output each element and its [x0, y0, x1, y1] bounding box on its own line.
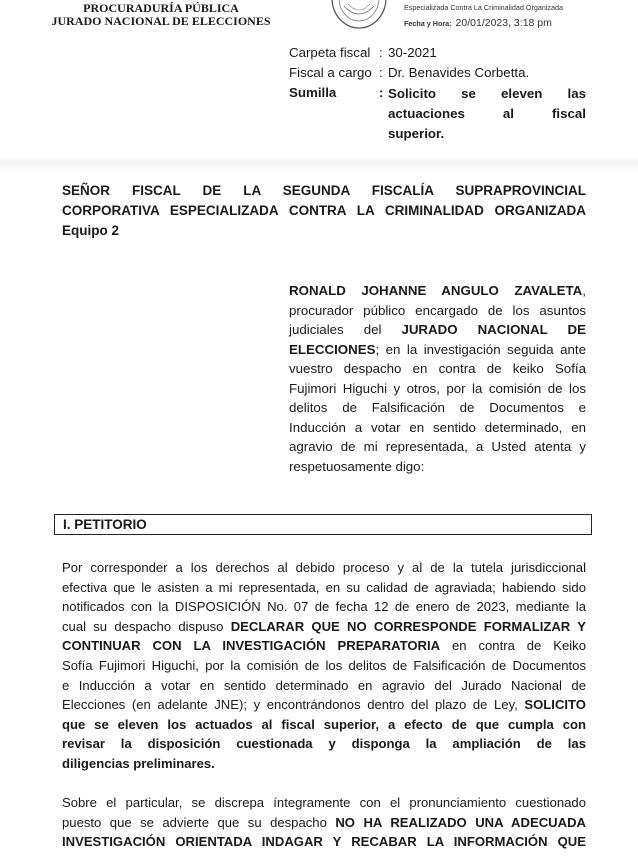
sumilla-line: actuaciones al fiscal: [388, 106, 586, 121]
section-title: I. PETITORIO: [63, 517, 147, 532]
intro-paragraph: [289, 281, 586, 476]
page-divider: [0, 156, 638, 170]
discrepancy-paragraph: [62, 793, 586, 852]
addressee-line: CORPORATIVA ESPECIALIZADA CONTRA LA CRIMINALIDAD ORGANIZADA: [62, 203, 586, 218]
stamp-date-label: Fecha y Hora:: [404, 19, 452, 28]
colon: :: [379, 65, 383, 80]
addressee-line: Equipo 2: [62, 223, 119, 238]
paragraph-bold: que se eleven los actuados al fiscal superior, a efecto de que cumpla con: [62, 716, 586, 732]
paragraph-line: Por corresponder a los derechos al debido proceso y al de la tutela jurisdiccional: [62, 560, 586, 575]
carpeta-label: Carpeta fiscal: [289, 45, 371, 60]
sumilla-label: Sumilla: [289, 85, 337, 100]
paragraph-bold: INVESTIGACIÓN ORIENTADA INDAGAR Y RECABAR LA INFORMACIÓN QUE: [62, 834, 586, 850]
intro-bold: JURADO NACIONAL DE: [401, 322, 586, 337]
petitorio-paragraph: [62, 558, 586, 774]
paragraph-text: puesto que se advierte que su despacho: [62, 814, 327, 830]
intro-line: [289, 340, 586, 360]
sumilla-line: superior.: [388, 126, 445, 141]
addressee-line: SEÑOR FISCAL DE LA SEGUNDA FISCALÍA SUPRAPROVINCIAL: [62, 183, 586, 198]
org-line-2: JURADO NACIONAL DE ELECCIONES: [51, 14, 271, 28]
colon: :: [379, 45, 383, 60]
intro-line: vuestro despacho en contra de keiko Sofía: [289, 361, 586, 376]
stamp-date-value: 20/01/2023, 3:18 pm: [455, 17, 552, 29]
paragraph-line: Sofía Fujimori Higuchi, por la comisión de los delitos de Falsificación de Documentos: [62, 657, 586, 673]
paragraph-line: [62, 832, 586, 852]
paragraph-line: Sobre el particular, se discrepa íntegramente con el pronunciamiento cuestionado: [62, 795, 586, 810]
paragraph-line: efectiva que le asisten a mi representada, en su calidad de agraviada; habiendo sido: [62, 579, 586, 595]
sumilla-line: Solicito se eleven las: [388, 86, 586, 101]
section-heading-box: [54, 514, 592, 535]
paragraph-text: Elecciones (en adelante JNE); y encontrándonos dentro del plazo de Ley,: [62, 697, 518, 713]
intro-line: procurador público encargado de los asuntos: [289, 302, 586, 318]
paragraph-bold: revisar la disposición cuestionada y disponga la ampliación de las: [62, 736, 586, 752]
reception-seal-icon: [330, 0, 388, 30]
paragraph-bold: DECLARAR QUE NO CORRESPONDE FORMALIZAR Y: [230, 618, 586, 634]
addressee: [62, 181, 586, 241]
colon: :: [379, 85, 384, 100]
stamp-date: [404, 17, 552, 29]
paragraph-line: notificados con la DISPOSICIÓN No. 07 de fecha 12 de enero de 2023, mediante la: [62, 599, 586, 615]
intro-line: RONALD JOHANNE ANGULO ZAVALETA,: [289, 283, 586, 298]
paragraph-bold: SOLICITO: [524, 697, 586, 713]
intro-text: ; en la investigación seguida ante: [375, 341, 586, 357]
paragraph-bold: CONTINUAR CON LA INVESTIGACIÓN PREPARATORIA: [62, 638, 441, 654]
intro-line: [289, 320, 586, 340]
paragraph-line: e Inducción a votar en sentido determinado en agravio del Jurado Nacional de: [62, 677, 586, 693]
intro-bold: ELECCIONES: [289, 341, 376, 357]
intro-line: agravio de mi representada, a Usted atenta y: [289, 439, 586, 454]
paragraph-bold: NO HA REALIZADO UNA ADECUADA: [335, 814, 586, 830]
stamp-unit: Especializada Contra La Criminalidad Organizada: [404, 3, 564, 12]
fiscal-label: Fiscal a cargo: [289, 65, 372, 80]
intro-line: respetuosamente digo:: [289, 458, 425, 474]
carpeta-value: 30-2021: [388, 45, 437, 60]
author-name: RONALD JOHANNE ANGULO ZAVALETA: [289, 283, 583, 298]
paragraph-line: [62, 695, 586, 715]
fiscal-value: Dr. Benavides Corbetta.: [388, 65, 530, 80]
paragraph-line: [62, 754, 586, 774]
intro-line: delitos de Falsificación de Documentos e: [289, 400, 586, 415]
paragraph-line: [62, 734, 586, 754]
paragraph-line: [62, 813, 586, 833]
sumilla-text: [388, 84, 586, 144]
paragraph-bold: diligencias preliminares.: [62, 755, 215, 771]
paragraph-text: cual su despacho dispuso: [62, 618, 224, 634]
intro-text: judiciales del: [289, 322, 382, 337]
paragraph-line: [62, 617, 586, 637]
paragraph-line: [62, 715, 586, 735]
org-line-1: PROCURADURÍA PÚBLICA: [83, 1, 239, 15]
paragraph-line: [62, 636, 586, 656]
intro-line: Inducción a votar en sentido determinado, en: [289, 419, 586, 435]
paragraph-text: en contra de Keiko: [452, 638, 586, 654]
intro-line: Fujimori Higuchi y otros, por la comisión de los: [289, 380, 586, 396]
